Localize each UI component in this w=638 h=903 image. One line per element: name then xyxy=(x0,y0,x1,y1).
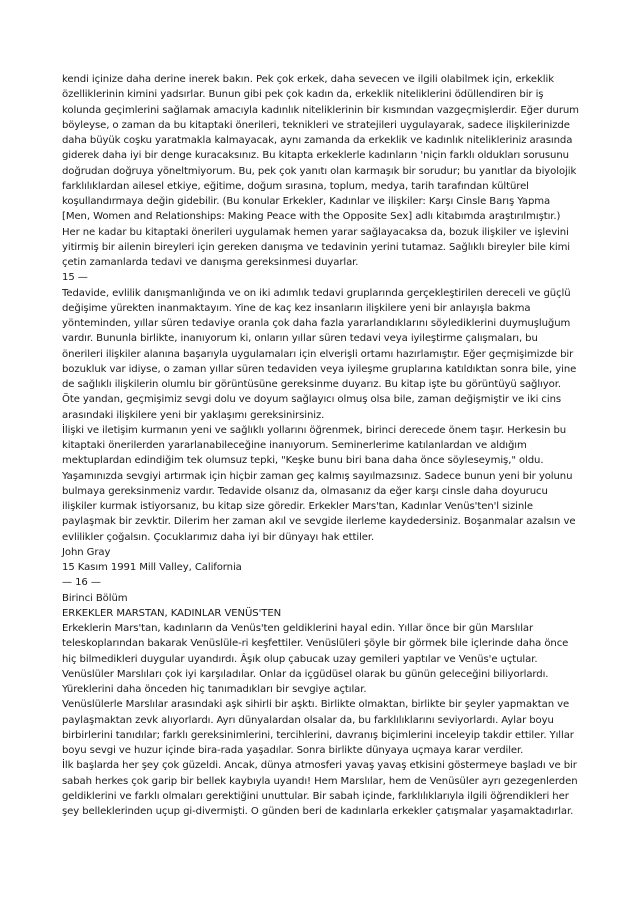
paragraph-welcome: Venüslüler Marslıları çok iyi karşıladılar. Onlar da içgüdüsel olarak bu günün geleceğini biliyorlardı. Yüreklerini daha önceden hiç tanımadıkları bir sevgiye açtılar. xyxy=(62,668,549,695)
paragraph-imagine: Erkeklerin Mars'tan, kadınların da Venüs'ten geldiklerini hayal edin. Yıllar önce bir gün Marslılar teleskoplarından bakarak Venüslüle-ri keşfettiler. Venüslüleri şöyle bir görmek bile içlerinde daha önce hiç bilmedikleri duygular uyandırdı. Âşık olup çabucak uzay gemileri yaptılar ve Venüs'e uçtular. xyxy=(62,623,569,665)
paragraph-love: Venüslülerle Marslılar arasındaki aşk sihirli bir aşktı. Birlikte olmaktan, birlikte bir şeyler yapmaktan ve paylaşmaktan zevk alıyorlardı. Ayrı dünyalardan olsalar da, bu farklılıklarını seviyorlardı. Aylar boyu birbirlerini tanıdılar; farklı gereksinimlerini, tercihlerini, davranış biçimlerini inceleyip takdir ettiler. Yıllar boyu sevgi ve huzur içinde bira-rada yaşadılar. Sonra birlikte dünyaya uçmaya karar verdiler. xyxy=(62,699,574,756)
paragraph-intro: kendi içinize daha derine inerek bakın. Pek çok erkek, daha sevecen ve ilgili olabilmek için, erkeklik özelliklerinin kimini yadsırlar. Bunun gibi pek çok kadın da, erkeklik niteliklerini ödüllendiren bir iş kolunda geçimlerini sağlamak amacıyla kadınlık niteliklerinin bir kısmından vazgeçmişlerdir. Eğer durum böyleyse, o zaman da bu kitaptaki önerileri, teknikleri ve stratejileri uygulayarak, sadece ilişkilerinizde daha büyük coşku yaratmakla kalmayacak, aynı zamanda da erkeklik ve kadınlık nitelikleriniz arasında giderek daha iyi bir denge kuracaksınız. Bu kitapta erkeklerle kadınların 'niçin farklı oldukları sorusunu doğrudan doğruya yöneltmiyorum. Bu, pek çok yanıtı olan karmaşık bir sorudur; bu yanıtlar da biyolojik farklılıklardan ailesel etkiye, eğitime, doğum sırasına, toplum, medya, tarih tarafından kültürel koşullandırmaya değin gidebilir. (Bu konular Erkekler, Kadınlar ve ilişkiler: Karşı Cinsle Barış Yapma [Men, Women and Relationships: Making Peace with the Opposite Sex] adlı kitabımda araştırılmıştır.) Her ne kadar bu kitaptaki önerileri uygulamak hemen yarar sağlayacaksa da, bozuk ilişkiler ve işlevini yitirmiş bir ailenin bireyleri için gereken danışma ve tedavinin yerini tutamaz. Sağlıklı bireyler bile kimi çetin zamanlarda tedavi ve danışma gereksinmesi duyarlar. xyxy=(62,74,579,268)
document-page xyxy=(62,72,580,819)
date-location: 15 Kasım 1991 Mill Valley, California xyxy=(62,562,242,573)
page-number-15: 15 — xyxy=(62,272,88,284)
paragraph-amnesia: İlk başlarda her şey çok güzeldi. Ancak, dünya atmosferi yavaş yavaş etkisini göstermeye başladı ve bir sabah herkes çok garip bir bellek kaybıyla uyandı! Hem Marslılar, hem de Venüsüler ayrı gezegenlerden geldiklerini ve farklı olmaları gerektiğini unuttular. Bir sabah içinde, farklılıklarıyla ilgili öğrendikleri her şey belleklerinden uçup gi-divermişti. O günden beri de kadınlarla erkekler çatışmalar yaşamaktadırlar. xyxy=(62,760,578,817)
chapter-label: Birinci Bölüm xyxy=(62,592,128,604)
paragraph-therapy: Tedavide, evlilik danışmanlığında ve on iki adımlık tedavi gruplarında gerçekleştirilen dereceli ve güçlü değişime yürekten inanmaktayım. Yine de kaç kez insanların ilişkilere yeni bir anlayışla bakma yönteminden, yıllar süren tedaviye oranla çok daha fazla yararlandıklarını söylediklerini duymuşluğum vardır. Bununla birlikte, inanıyorum ki, onların yıllar süren tedavi veya iyileştirme çalışmaları, bu önerileri ilişkiler alanına başarıyla uygulamaları için elverişli ortamı hazırlamıştır. Eğer geçmişimizde bir bozukluk var idiyse, o zaman yıllar süren tedaviden veya iyileşme gruplarına katıldıktan sonra bile, yine de sağlıklı ilişkilerin olumlu bir görüntüsüne gereksinme duyarız. Bu kitap işte bu görüntüyü sağlıyor. Öte yandan, geçmişimiz sevgi dolu ve doyum sağlayıcı olmuş olsa bile, zaman değişmiştir ve iki cins arasındaki ilişkilere yeni bir yaklaşımı gereksinirsiniz. xyxy=(62,287,577,421)
paragraph-communication: İlişki ve iletişim kurmanın yeni ve sağlıklı yollarını öğrenmek, birinci derecede önem taşır. Herkesin bu kitaptaki önerilerden yararlanabileceğine inanıyorum. Seminerlerime katılanlardan ve aldığım mektuplardan edindiğim tek olumsuz tepki, "Keşke bunu biri bana daha önce söyleseymiş," oldu. Yaşamınızda sevgiyi artırmak için hiçbir zaman geç kalmış sayılmazsınız. Sadece bunun yeni bir yolunu bulmaya gereksinmeniz vardır. Tedavide olsanız da, olmasanız da eğer karşı cinsle daha doyurucu ilişkiler kurmak istiyorsanız, bu kitap size göredir. Erkekler Mars'tan, Kadınlar Venüs'ten'l sizinle paylaşmak bir zevktir. Dilerim her zaman akıl ve sevgide ilerleme kaydedersiniz. Boşanmalar azalsın ve evlilikler çoğalsın. Çocuklarımız daha iyi bir dünyayı hak ettiler. xyxy=(62,424,576,543)
chapter-title: ERKEKLER MARSTAN, KADINLAR VENÜS'TEN xyxy=(62,607,282,619)
page-number-16: — 16 — xyxy=(62,577,101,589)
author-signature: John Gray xyxy=(62,546,111,558)
